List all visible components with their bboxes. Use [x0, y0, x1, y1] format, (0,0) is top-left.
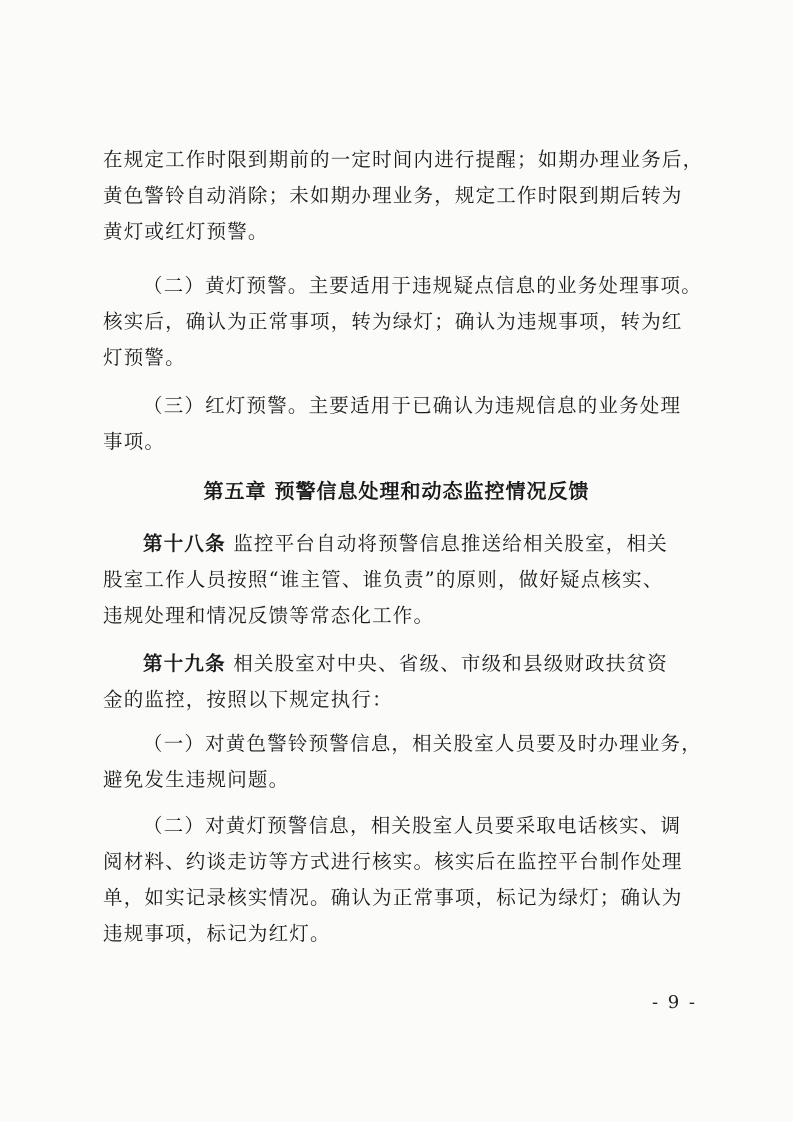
- text-line: 违规处理和情况反馈等常态化工作。: [103, 604, 435, 627]
- chapter-title: 第五章 预警信息处理和动态监控情况反馈: [203, 479, 590, 503]
- article-18: [103, 526, 703, 634]
- text-line: 避免发生违规问题。: [103, 768, 290, 791]
- article-19: [103, 646, 703, 718]
- text-line: 在规定工作时限到期前的一定时间内进行提醒；如期办理业务后，: [103, 148, 704, 171]
- text-line: （二）对黄灯预警信息，相关股室人员要采取电话核实、调: [143, 814, 682, 837]
- article-text: 相关股室对中央、省级、市级和县级财政扶贫资: [225, 652, 668, 675]
- item-yellow-light-handling: [103, 808, 703, 952]
- text-line: 阅材料、约谈走访等方式进行核实。核实后在监控平台制作处理: [103, 850, 683, 873]
- text-line: （一）对黄色警铃预警信息，相关股室人员要及时办理业务，: [143, 732, 702, 755]
- paragraph-yellow-bell: [103, 142, 703, 250]
- item-yellow-bell-handling: [103, 726, 703, 798]
- article-heading: 第十八条: [143, 532, 226, 555]
- text-line: 黄灯或红灯预警。: [103, 220, 269, 243]
- article-first-line: [103, 526, 703, 562]
- text-line: 股室工作人员按照“谁主管、谁负责”的原则，做好疑点核实、: [103, 568, 664, 591]
- article-text: 监控平台自动将预警信息推送给相关股室，相关: [225, 532, 668, 555]
- text-line: 灯预警。: [103, 346, 186, 369]
- text-line: 违规事项，标记为红灯。: [103, 922, 331, 945]
- text-line: 事项。: [103, 430, 166, 453]
- paragraph-red-light: [103, 388, 703, 460]
- text-line: 黄色警铃自动消除；未如期办理业务，规定工作时限到期后转为: [103, 184, 683, 207]
- article-heading: 第十九条: [143, 652, 226, 675]
- text-line: 单，如实记录核实情况。确认为正常事项，标记为绿灯；确认为: [103, 886, 683, 909]
- text-line: 核实后，确认为正常事项，转为绿灯；确认为违规事项，转为红: [103, 310, 683, 333]
- text-line: （三）红灯预警。主要适用于已确认为违规信息的业务处理: [143, 394, 682, 417]
- page-number: - 9 -: [651, 992, 697, 1013]
- article-first-line: [103, 646, 703, 682]
- text-line: （二）黄灯预警。主要适用于违规疑点信息的业务处理事项。: [143, 274, 702, 297]
- text-line: 金的监控，按照以下规定执行：: [103, 688, 393, 711]
- paragraph-yellow-light: [103, 268, 703, 376]
